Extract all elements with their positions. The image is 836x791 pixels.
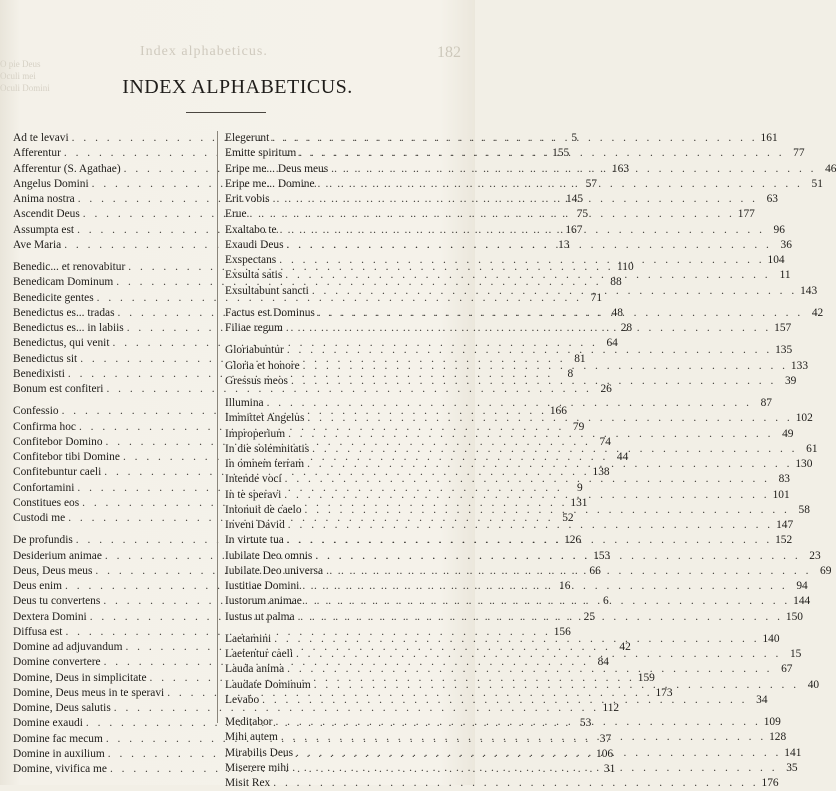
entry-page-number: 69 [820, 564, 832, 577]
entry-label: Iustitiae Domini [225, 580, 300, 592]
index-entry [13, 382, 612, 397]
entry-label: Iustus ut palma [225, 610, 295, 623]
entry-page-number: 39 [784, 374, 797, 387]
entry-label: Bonum est confiteri [13, 383, 104, 395]
index-entry [13, 701, 620, 716]
entry-page-number: 75 [576, 208, 589, 221]
entry-label: Levabo [225, 693, 260, 706]
entry-label: Lauda anima [225, 663, 285, 676]
entry-page-number: 163 [611, 162, 630, 175]
entry-label: Confortamini [13, 481, 75, 494]
entry-page-number: 51 [811, 177, 823, 190]
entry-page-number: 143 [800, 284, 818, 297]
entry-page-number: 102 [795, 412, 813, 425]
entry-page-number: 94 [796, 580, 808, 592]
entry-label: Factus est Dominus [225, 306, 315, 319]
entry-label: Intende voci [225, 473, 282, 486]
entry-page-number: 96 [773, 223, 785, 236]
entry-page-number: 36 [780, 238, 792, 251]
entry-label: De profundis [13, 534, 73, 547]
show-through-line: Oculi Domini [0, 83, 50, 93]
entry-page-number: 147 [776, 519, 794, 531]
leader-dots [293, 746, 781, 761]
entry-label: Emitte spiritum [225, 147, 297, 160]
entry-label: Laudate Dominum [225, 678, 311, 691]
entry-page-number: 16 [559, 580, 571, 592]
entry-page-number: 57 [585, 177, 597, 190]
entry-page-number: 63 [766, 193, 778, 205]
entry-label: Angelus Domini [13, 177, 89, 190]
leader-dots [284, 662, 772, 677]
leader-dots [284, 343, 772, 358]
entry-page-number: 52 [562, 512, 574, 524]
entry-page-number: 13 [558, 238, 570, 251]
column-divider [217, 131, 218, 723]
leader-dots [311, 678, 799, 693]
leader-dots [293, 647, 781, 662]
entry-label: Confitebor tibi Domine [13, 451, 120, 463]
entry-label: Desiderium animae [13, 549, 102, 562]
entry-page-number: 87 [760, 397, 772, 409]
entry-label: Laetentur caeli [225, 648, 293, 660]
entry-label: Gloriabuntur [225, 344, 284, 357]
entry-page-number: 31 [603, 763, 616, 775]
entry-label: Exsulta satis [225, 269, 283, 282]
entry-page-number: 15 [789, 648, 802, 660]
entry-label: Mirabilis Deus [225, 746, 294, 759]
page-title: INDEX ALPHABETICUS. [122, 76, 353, 98]
leader-dots [259, 693, 747, 708]
entry-label: Deus tu convertens [13, 595, 101, 608]
group-gap [13, 253, 211, 260]
leader-dots [285, 518, 773, 533]
entry-label: Eripe me... Deus meus [225, 162, 329, 175]
leader-dots [277, 223, 765, 238]
entry-label: Eripe me... Domine [225, 177, 315, 190]
entry-page-number: 176 [761, 777, 779, 789]
entry-page-number: 77 [793, 147, 805, 160]
entry-page-number: 153 [593, 549, 611, 562]
entry-label: Ave Maria [13, 238, 62, 251]
entry-page-number: 141 [784, 746, 802, 759]
entry-page-number: 66 [589, 564, 601, 577]
entry-page-number: 71 [590, 291, 603, 304]
entry-page-number: 101 [772, 488, 790, 501]
entry-label: Exsultabunt sancti [225, 284, 309, 297]
entry-label: Gloria et honore [225, 359, 300, 372]
entry-page-number: 35 [786, 761, 798, 774]
entry-page-number: 34 [756, 693, 768, 706]
entry-page-number: 5 [571, 132, 578, 144]
entry-page-number: 88 [610, 276, 622, 289]
entry-label: Exaudi Deus [225, 238, 284, 251]
entry-label: Laetamini [225, 632, 272, 645]
show-through-page-number: 182 [437, 44, 461, 61]
entry-label: Constitues eos [13, 496, 80, 509]
entry-label: Misit Rex [225, 777, 271, 789]
entry-page-number: 42 [619, 641, 631, 653]
entry-label: Afferentur [13, 147, 61, 160]
entry-page-number: 79 [572, 420, 585, 433]
entry-label: Deus enim [13, 580, 63, 592]
title-rule [186, 112, 266, 113]
group-gap [225, 625, 423, 632]
entry-page-number: 131 [570, 496, 588, 509]
entry-label: Benedictus, qui venit [13, 337, 110, 350]
entry-label: Filiae regum [225, 322, 283, 334]
entry-label: Confirma hoc [13, 420, 76, 433]
entry-page-number: 156 [553, 625, 571, 638]
index-entry [225, 776, 779, 791]
leader-dots [312, 549, 800, 564]
entry-label: Benedic... et renovabitur [13, 261, 126, 273]
entry-label: Iustorum animae [225, 595, 302, 608]
entry-label: Ascendit Deus [13, 208, 80, 221]
entry-page-number: 161 [760, 132, 778, 144]
entry-label: Benedicam Dominum [13, 276, 114, 289]
entry-page-number: 166 [549, 405, 567, 418]
entry-label: Immittet Angelus [225, 412, 305, 425]
entry-page-number: 74 [599, 435, 611, 448]
entry-page-number: 58 [798, 503, 810, 516]
entry-page-number: 138 [592, 466, 610, 479]
show-through-header: Index alphabeticus. [140, 44, 268, 59]
entry-label: Mihi autem [225, 731, 278, 744]
entry-page-number: 61 [806, 442, 818, 455]
entry-label: Exspectans [225, 254, 277, 266]
leader-dots [278, 730, 766, 745]
leader-dots [247, 207, 735, 222]
show-through-line: Oculi mei [0, 71, 36, 81]
entry-label: Assumpta est [13, 223, 75, 236]
entry-page-number: 157 [774, 322, 792, 334]
leader-dots [283, 321, 771, 336]
entry-page-number: 104 [767, 254, 785, 266]
entry-page-number: 133 [790, 359, 809, 372]
entry-label: Dextera Domini [13, 610, 87, 623]
entry-page-number: 49 [782, 427, 794, 440]
leader-dots [299, 579, 787, 594]
entry-label: Custodi me [13, 512, 66, 524]
entry-label: Elegerunt [225, 132, 270, 144]
entry-label: Domine convertere [13, 656, 101, 669]
entry-page-number: 23 [809, 549, 821, 562]
group-gap [225, 708, 423, 715]
entry-page-number: 110 [616, 261, 634, 273]
leader-dots [270, 192, 758, 207]
entry-page-number: 6 [602, 595, 609, 608]
leader-dots [269, 131, 757, 146]
entry-page-number: 177 [737, 208, 755, 221]
entry-page-number: 48 [611, 306, 623, 319]
index-entry [225, 131, 778, 146]
entry-label: Domine in auxilium [13, 747, 105, 760]
entry-page-number: 152 [775, 534, 793, 547]
entry-label: Confitebor Domino [13, 435, 103, 448]
leader-dots [315, 177, 803, 192]
entry-label: In die solemnitatis [225, 442, 310, 455]
entry-label: Ad te levavi [13, 132, 69, 144]
entry-page-number: 81 [574, 352, 586, 365]
leader-dots [282, 472, 770, 487]
leader-dots [284, 533, 772, 548]
entry-label: Diffusa est [13, 625, 63, 638]
entry-page-number: 8 [567, 367, 574, 380]
entry-label: Domine, vivifica me [13, 763, 107, 775]
entry-page-number: 84 [597, 656, 609, 669]
group-gap [225, 389, 423, 396]
entry-label: Domine exaudi [13, 717, 83, 730]
leader-dots [284, 238, 772, 253]
entry-label: Anima nostra [13, 193, 75, 205]
entry-page-number: 144 [793, 595, 811, 608]
entry-page-number: 126 [564, 534, 582, 547]
entry-label: Improperium [225, 427, 286, 440]
index-entry [225, 359, 809, 374]
entry-label: Gressus meos [225, 374, 288, 387]
entry-label: Iubilate Deo omnis [225, 549, 313, 562]
leader-dots [309, 442, 797, 457]
leader-dots [304, 411, 792, 426]
entry-page-number: 106 [596, 747, 614, 760]
entry-label: In omnem terram [225, 458, 305, 470]
leader-dots [264, 396, 752, 411]
entry-page-number: 173 [655, 686, 673, 699]
entry-label: Exaltabo te [225, 223, 277, 236]
entry-page-number: 155 [552, 147, 570, 160]
entry-page-number: 167 [565, 223, 583, 236]
leader-dots [288, 374, 776, 389]
leader-dots [270, 776, 758, 791]
entry-label: Illumina [225, 397, 264, 409]
group-gap [225, 336, 423, 343]
entry-label: Miserere mihi [225, 761, 290, 774]
entry-page-number: 145 [565, 193, 584, 205]
entry-label: Deus, Deus meus [13, 564, 93, 577]
leader-dots [285, 427, 773, 442]
entry-page-number: 26 [600, 383, 612, 395]
entry-page-number: 150 [785, 610, 803, 623]
entry-page-number: 109 [763, 716, 781, 728]
entry-label: In virtute tua [225, 534, 284, 547]
entry-label: Afferentur (S. Agathae) [13, 162, 121, 175]
entry-label: Domine, Deus meus in te speravi [13, 686, 165, 699]
entry-label: Benedicite gentes [13, 291, 94, 304]
leader-dots [315, 306, 803, 321]
leader-dots [272, 715, 760, 730]
leader-dots [276, 253, 764, 268]
entry-label: Benedictus sit [13, 352, 78, 365]
entry-label: Intonuit de caelo [225, 503, 302, 516]
entry-page-number: 46 [825, 162, 836, 175]
leader-dots [296, 146, 784, 161]
entry-label: Meditabor [225, 716, 273, 728]
entry-page-number: 9 [577, 481, 583, 494]
entry-label: Benedictus es... in labiis [13, 322, 124, 334]
index-entry [13, 291, 603, 306]
entry-page-number: 140 [762, 632, 780, 645]
entry-label: Erit vobis [225, 193, 270, 205]
leader-dots [289, 761, 777, 776]
entry-label: Inveni David [225, 519, 285, 531]
index-entry [225, 594, 811, 609]
entry-label: Domine, Deus in simplicitate [13, 671, 147, 684]
group-gap [13, 397, 211, 404]
entry-page-number: 28 [620, 322, 633, 334]
entry-label: Domine ad adjuvandum [13, 641, 123, 653]
entry-page-number: 64 [606, 337, 618, 350]
leader-dots [304, 457, 792, 472]
leader-dots [295, 610, 783, 625]
entry-page-number: 53 [579, 717, 592, 730]
entry-page-number: 42 [811, 306, 824, 319]
entry-page-number: 128 [769, 731, 787, 744]
entry-page-number: 67 [781, 663, 793, 676]
leader-dots [302, 503, 790, 518]
entry-page-number: 40 [807, 678, 820, 691]
entry-page-number: 25 [583, 610, 596, 623]
index-entry [225, 396, 772, 411]
entry-page-number: 83 [778, 473, 790, 486]
entry-label: Confessio [13, 405, 59, 418]
entry-page-number: 37 [599, 732, 612, 745]
leader-dots [282, 268, 770, 283]
entry-label: Benedictus es... tradas [13, 306, 115, 319]
entry-label: Erue [225, 208, 247, 221]
leader-dots [328, 162, 816, 177]
entry-page-number: 135 [775, 344, 793, 357]
group-gap [225, 299, 423, 306]
leader-dots [302, 594, 790, 609]
entry-page-number: 112 [602, 702, 620, 714]
leader-dots [271, 632, 759, 647]
entry-label: Iubilate Deo universa [225, 564, 324, 577]
leader-dots [300, 359, 788, 374]
entry-label: In te speravi [225, 488, 282, 501]
group-gap [13, 526, 211, 533]
entry-label: Benedixisti [13, 367, 65, 380]
entry-label: Confitebuntur caeli [13, 466, 102, 479]
leader-dots [309, 284, 797, 299]
entry-page-number: 159 [637, 671, 655, 684]
entry-page-number: 44 [616, 451, 629, 463]
entry-page-number: 11 [779, 269, 791, 282]
entry-label: Domine fac mecum [13, 732, 103, 745]
leader-dots [281, 488, 769, 503]
leader-dots [323, 564, 811, 579]
entry-label: Domine, Deus salutis [13, 702, 111, 714]
show-through-line: O pie Deus [0, 59, 41, 69]
entry-page-number: 130 [795, 458, 813, 470]
